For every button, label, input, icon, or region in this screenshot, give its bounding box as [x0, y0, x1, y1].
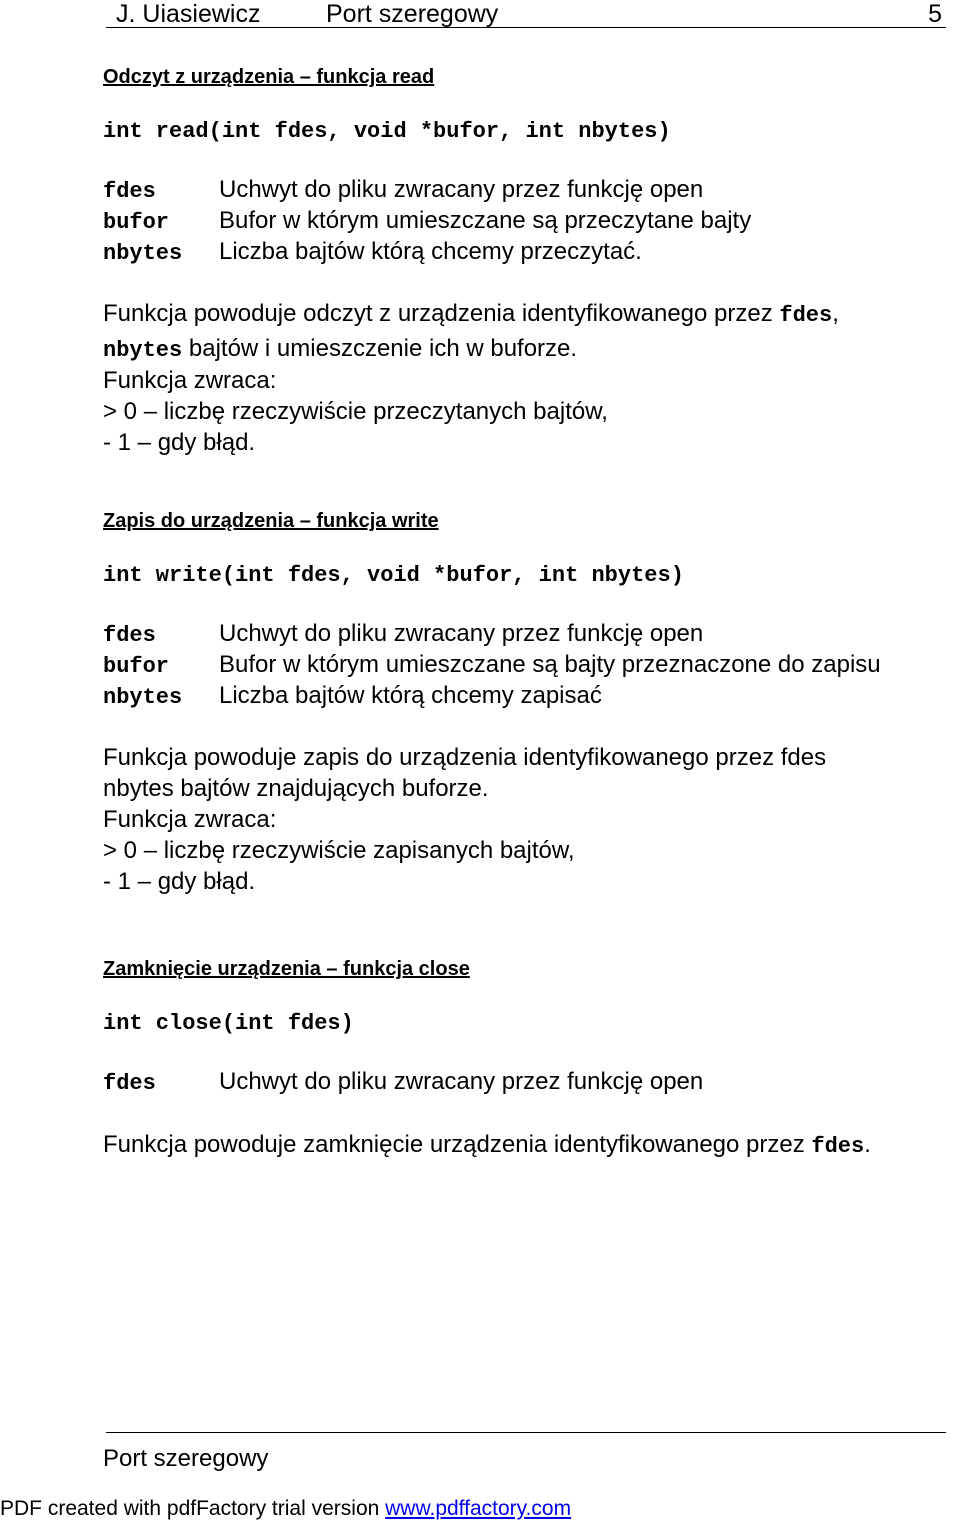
close-signature: int close(int fdes) [103, 1011, 354, 1036]
close-heading: Zamknięcie urządzenia – funkcja close [103, 958, 470, 980]
param-name: fdes [103, 179, 156, 204]
write-returns-label: Funkcja zwraca: [103, 806, 277, 833]
read-desc-code-nbytes: nbytes [103, 338, 183, 363]
header-author: J. Uіasiewicz [116, 0, 261, 28]
param-desc: Liczba bajtów którą chcemy zapisać [219, 682, 602, 709]
pdf-trial-note [0, 1497, 571, 1521]
write-heading: Zapis do urządzenia – funkcja write [103, 510, 439, 532]
read-returns-label: Funkcja zwraca: [103, 367, 277, 394]
param-name: fdes [103, 623, 156, 648]
param-desc: Uchwyt do pliku zwracany przez funkcję open [219, 620, 704, 647]
param-name: bufor [103, 654, 170, 679]
write-return-error: - 1 – gdy błąd. [103, 868, 256, 895]
read-description-line2 [103, 335, 577, 363]
param-name: fdes [103, 1071, 156, 1096]
param-name: nbytes [103, 685, 183, 710]
read-desc-code-fdes: fdes [779, 303, 833, 328]
header-title: Port szeregowy [326, 0, 499, 28]
param-name: nbytes [103, 241, 183, 266]
pdf-note-text: PDF created with pdfFactory trial version [0, 1497, 386, 1520]
close-desc-code-fdes: fdes [811, 1134, 865, 1159]
read-return-positive: > 0 – liczbę rzeczywiście przeczytanych bajtów, [103, 398, 608, 425]
param-name: bufor [103, 210, 170, 235]
header-page-number: 5 [928, 0, 942, 28]
param-desc: Uchwyt do pliku zwracany przez funkcję open [219, 176, 704, 203]
pdffactory-link[interactable]: www.pdffactory.com [385, 1497, 572, 1520]
close-description [103, 1131, 871, 1159]
param-desc: Uchwyt do pliku zwracany przez funkcję open [219, 1068, 704, 1095]
read-desc-text: Funkcja powoduje odczyt z urządzenia identyfikowanego przez [103, 300, 780, 327]
write-return-positive: > 0 – liczbę rzeczywiście zapisanych bajtów, [103, 837, 575, 864]
write-description-line2: nbytes bajtów znajdujących buforze. [103, 775, 489, 802]
param-desc: Bufor w którym umieszczane są przeczytane bajty [219, 207, 752, 234]
footer-rule [106, 1432, 946, 1433]
close-desc-text: Funkcja powoduje zamknięcie urządzenia identyfikowanego przez [103, 1131, 812, 1158]
read-description-line1 [103, 300, 839, 328]
param-desc: Bufor w którym umieszczane są bajty przeznaczone do zapisu [219, 651, 881, 678]
page-header [106, 0, 946, 28]
read-desc-text2: bajtów i umieszczenie ich w buforze. [182, 335, 578, 362]
footer-title: Port szeregowy [103, 1445, 269, 1472]
close-desc-period: . [864, 1131, 871, 1158]
read-return-error: - 1 – gdy błąd. [103, 429, 256, 456]
write-description-line1: Funkcja powoduje zapis do urządzenia identyfikowanego przez fdes [103, 744, 827, 771]
read-signature: int read(int fdes, void *bufor, int nbytes) [103, 119, 671, 144]
write-signature: int write(int fdes, void *bufor, int nbytes) [103, 563, 684, 588]
read-desc-comma: , [832, 300, 839, 327]
read-heading: Odczyt z urządzenia – funkcja read [103, 66, 435, 88]
param-desc: Liczba bajtów którą chcemy przeczytać. [219, 238, 642, 265]
